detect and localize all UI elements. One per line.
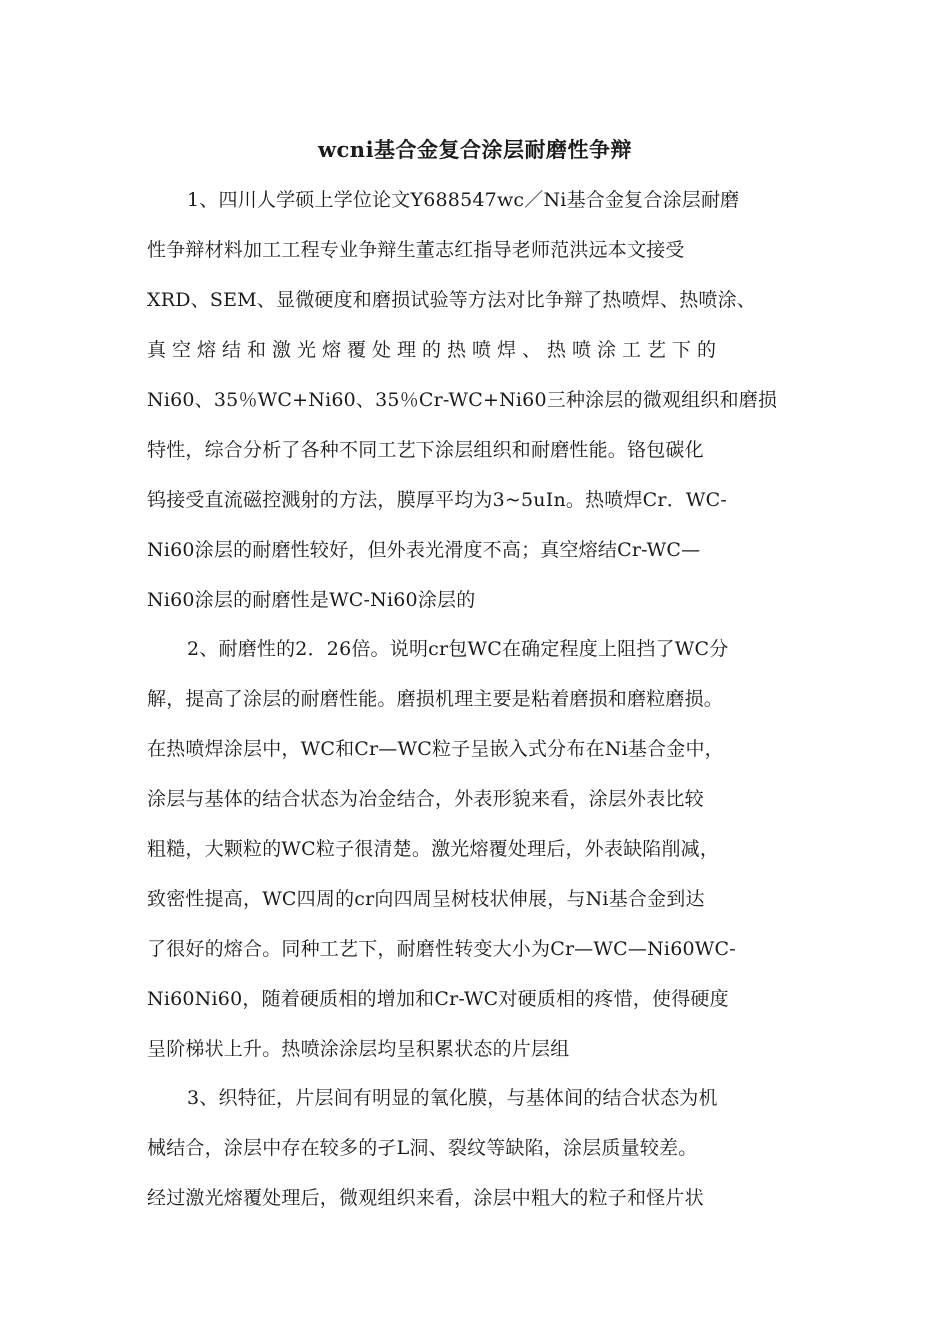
text-line: 了很好的熔合。同种工艺下，耐磨性转变大小为Cr—WC—Ni60WC- <box>147 938 736 960</box>
text-line: 在热喷焊涂层中，WC和Cr—WC粒子呈嵌入式分布在Ni基合金中， <box>147 738 724 760</box>
text-line: 涂层与基体的结合状态为冶金结合，外表形貌来看，涂层外表比较 <box>147 788 704 810</box>
text-line: Ni60涂层的耐磨性是WC-Ni60涂层的 <box>147 589 476 611</box>
text-line: 真空熔结和激光熔覆处理的热喷焊、热喷涂工艺下的 <box>147 339 723 361</box>
document-title: wcni基合金复合涂层耐磨性争辩 <box>317 137 633 162</box>
text-line: 钨接受直流磁控溅射的方法，膜厚平均为3~5uIn。热喷焊Cr．WC- <box>147 489 727 511</box>
text-line: 呈阶梯状上升。热喷涂涂层均呈积累状态的片层组 <box>147 1038 570 1060</box>
text-line: 解，提高了涂层的耐磨性能。磨损机理主要是粘着磨损和磨粒磨损。 <box>147 688 724 710</box>
text-line: XRD、SEM、显微硬度和磨损试验等方法对比争辩了热喷焊、热喷涂、 <box>147 289 757 311</box>
text-line: 2、耐磨性的2．26倍。说明cr包WC在确定程度上阻挡了WC分 <box>187 638 729 660</box>
text-line: 3、织特征，片层间有明显的氧化膜，与基体间的结合状态为机 <box>187 1087 718 1109</box>
text-line: 1、四川人学硕上学位论文Y688547wc／Ni基合金复合涂层耐磨 <box>187 189 740 211</box>
text-line: Ni60Ni60，随着硬质相的增加和Cr-WC对硬质相的疼惜，使得硬度 <box>147 988 729 1010</box>
text-line: 经过激光熔覆处理后，微观组织来看，涂层中粗大的粒子和怪片状 <box>147 1187 704 1209</box>
text-line: Ni60、35％WC+Ni60、35％Cr-WC+Ni60三种涂层的微观组织和磨损 <box>147 389 778 411</box>
text-line: 性争辩材料加工工程专业争辩生董志红指导老师范洪远本文接受 <box>147 239 685 261</box>
text-line: 特性，综合分析了各种不同工艺下涂层组织和耐磨性能。铬包碳化 <box>147 439 704 461</box>
text-line: 械结合，涂层中存在较多的孑L洞、裂纹等缺陷，涂层质量较差。 <box>147 1137 698 1159</box>
text-line: 致密性提高，WC四周的cr向四周呈树枝状伸展，与Ni基合金到达 <box>147 888 705 910</box>
text-line: 粗糙，大颗粒的WC粒子很清楚。激光熔覆处理后，外表缺陷削减， <box>147 838 720 860</box>
text-line: Ni60涂层的耐磨性较好，但外表光滑度不高；真空熔结Cr-WC— <box>147 539 701 561</box>
